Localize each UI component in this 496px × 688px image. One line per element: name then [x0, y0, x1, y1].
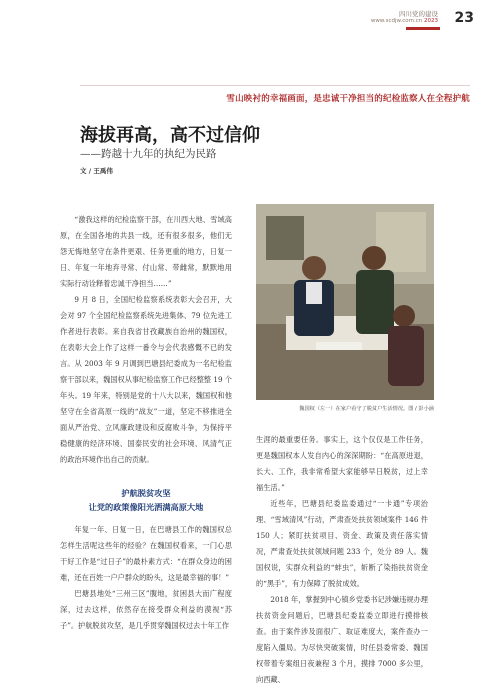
section-subheading: 让党的政策像阳光洒满高原大地	[88, 502, 204, 512]
paragraph: 近些年，巴塘县纪委监委通过“一卡通”专项治理、“雪域清风”行动，严肃查处扶贫领域案件 146 件 150 人；紧盯扶贫项目、资金、政策及责任落实情况，严肃查处扶贫领域问题 233 个，处分 89 人。魏国权说，实群众利益的“蚌虫”，斩断了染指扶贫资金的“黑手”，有力保障了脱贫成效。	[256, 499, 428, 588]
right-column	[256, 432, 428, 688]
paragraph: 2018 年，掌握到中心镇乡党委书记涉嫌违规办理扶贫资金问题后，巴塘县纪委监委立即进行摸排核查。由于案件涉及面很广、取证难度大，案件查办一度陷入僵局。为尽快突破案情，时任县委常委、魏国权带着专案组日夜兼程 3 个月，摸排 7000 多公里，向西藏、	[256, 595, 428, 684]
magazine-url: www.scdjw.com.cn 2023	[370, 18, 438, 24]
paragraph: 巴塘县地处“三州三区”腹地，贫困县大而广程度深，过去这样，依然存在接受群众利益的漠视“苏子”。护航脱贫攻坚，是几乎贯穿魏国权过去十年工作	[60, 589, 232, 630]
article-photo	[256, 204, 434, 400]
section-heading: 护航脱贫攻坚	[121, 488, 171, 498]
lead-divider	[80, 85, 470, 86]
photo-caption: 魏国权（左一）在家户看守了脱贫户生活情况。图 / 彭小涵	[299, 406, 434, 412]
issue-year: 2023	[424, 18, 438, 24]
left-column-continued	[60, 522, 232, 634]
magazine-name: 四川党的建设	[399, 10, 438, 18]
left-column	[60, 212, 232, 468]
paragraph: “激我这样的纪检监察干部，在川西大地、雪域高原，在全国各地的共县一线，还有很多很多，他们无怨无悔地坚守在条件更艰、任务更重的地方，日复一日、年复一年地弃寻常、付山常、带雌常，默默地用实际行动诠释着忠诚干净担当……”	[60, 215, 232, 288]
paragraph: 9 月 8 日，全国纪检监察系统表彰大会召开，大会对 97 个全国纪检监察系统先进集体、79 位先进工作者进行表彰。来自我省甘孜藏族自治州的魏国权，在表彰大会上作了这样一番令与会代表感慨不已的发言。从 2003 年 9 月调到巴塘县纪委成为一名纪检监察干部以来，魏国权从事纪检监察工作已经整整 19 个年头。19 年来，特别是党的十八大以来，魏国权和他坚守在全省高原一线的“战友”一道，坚定不移推进全面从严治党、立风廉政建设和反腐败斗争，为保持平稳健康的经济环境、国泰民安的社会环境、风清气正的政治环境作出自己的贡献。	[60, 295, 232, 464]
article-title: 海拔再高，高不过信仰	[80, 125, 260, 146]
page-header	[334, 9, 474, 33]
article-subtitle: ——跨越十九年的执纪为民路	[80, 148, 217, 160]
header-accent-bar	[406, 27, 440, 30]
paragraph: 年复一年、日复一日，在巴塘县工作的魏国权总怎样生活呢这些年的经验？在魏国权看来，一门心思干好工作是“过日子”的最朴素方式：“在群众身边的困难，还在百姓一户户群众的盼头，这是最幸福的事！”	[60, 525, 232, 582]
paragraph: 生涯的最重要任务。事实上，这个仅仅是工作任务，更是魏国权本人发自内心的深深期盼：“在高原进退，长大、工作，我非常希望大家能够早日脱贫，过上幸福生活。”	[256, 435, 428, 492]
article-lead: 雪山映衬的幸福画面，是忠诚干净担当的纪检监察人在全程护航	[226, 94, 470, 104]
article-byline: 文 / 王禹伟	[80, 167, 113, 175]
photo-illustration	[256, 204, 434, 400]
page-number: 23	[454, 10, 474, 26]
